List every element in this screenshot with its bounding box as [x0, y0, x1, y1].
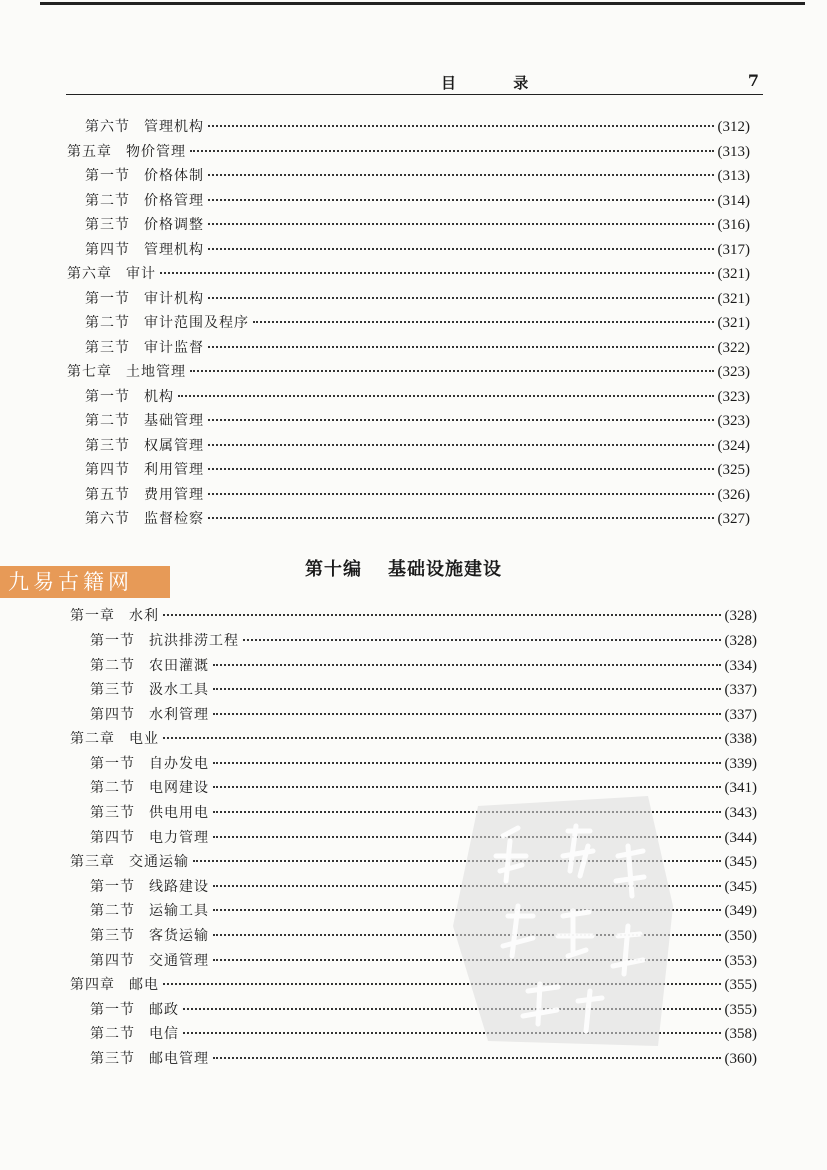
toc-entry-page: (321): [717, 291, 750, 307]
dot-leader: [208, 248, 714, 250]
toc-entry-title: 价格管理: [144, 193, 204, 209]
toc-entry-title: 价格体制: [144, 168, 204, 184]
dot-leader: [190, 370, 714, 372]
toc-entry-label: 第四章: [70, 977, 115, 993]
toc-entry-label: 第三节: [85, 340, 130, 356]
toc-entry-page: (360): [724, 1051, 757, 1067]
header-title: 目 录: [441, 74, 555, 92]
toc-entry-label: 第二章: [70, 731, 115, 747]
toc-entry-page: (350): [724, 928, 757, 944]
toc-entry-label: 第二节: [90, 1026, 135, 1042]
seal-stamp-image: [448, 786, 680, 1056]
toc-entry-title: 水利: [129, 608, 159, 624]
toc-entry-title: 交通运输: [129, 854, 189, 870]
toc-section-entry: [85, 214, 750, 236]
dot-leader: [178, 395, 714, 397]
top-border-rule: [40, 2, 805, 5]
toc-entry-label: 第四节: [90, 830, 135, 846]
toc-entry-label: 第三节: [90, 805, 135, 821]
toc-entry-label: 第六节: [85, 119, 130, 135]
toc-entry-page: (323): [717, 413, 750, 429]
toc-section-entry: [90, 704, 757, 726]
toc-entry-page: (337): [724, 682, 757, 698]
dot-leader: [208, 493, 714, 495]
dot-leader: [208, 174, 714, 176]
toc-entry-label: 第二节: [90, 780, 135, 796]
toc-entry-title: 运输工具: [149, 903, 209, 919]
toc-entry-label: 第一节: [90, 756, 135, 772]
dot-leader: [213, 1057, 721, 1059]
toc-entry-title: 管理机构: [144, 242, 204, 258]
part-title: 基础设施建设: [388, 559, 502, 580]
toc-section-entry: [90, 630, 757, 652]
toc-entry-label: 第四节: [85, 462, 130, 478]
toc-entry-label: 第四节: [90, 707, 135, 723]
toc-entry-label: 第三节: [90, 682, 135, 698]
toc-entry-title: 审计范围及程序: [144, 315, 249, 331]
dot-leader: [208, 125, 714, 127]
toc-entry-page: (324): [717, 438, 750, 454]
toc-entry-page: (312): [717, 119, 750, 135]
toc-entry-title: 农田灌溉: [149, 658, 209, 674]
toc-entry-page: (313): [717, 168, 750, 184]
toc-entry-label: 第二节: [90, 658, 135, 674]
toc-entry-title: 邮电: [129, 977, 159, 993]
toc-entry-title: 利用管理: [144, 462, 204, 478]
toc-section-entry: [90, 655, 757, 677]
toc-entry-title: 邮电管理: [149, 1051, 209, 1067]
toc-chapter-entry: [70, 728, 757, 750]
toc-entry-label: 第一节: [85, 168, 130, 184]
toc-entry-title: 自办发电: [149, 756, 209, 772]
toc-entry-title: 汲水工具: [149, 682, 209, 698]
toc-entry-title: 机构: [144, 389, 174, 405]
toc-entry-title: 基础管理: [144, 413, 204, 429]
toc-entry-title: 线路建设: [149, 879, 209, 895]
toc-entry-label: 第一节: [90, 1002, 135, 1018]
toc-entry-title: 费用管理: [144, 487, 204, 503]
toc-entry-title: 供电用电: [149, 805, 209, 821]
toc-entry-page: (337): [724, 707, 757, 723]
dot-leader: [243, 639, 721, 641]
toc-section-entry: [85, 116, 750, 138]
toc-entry-title: 邮政: [149, 1002, 179, 1018]
dot-leader: [208, 419, 714, 421]
toc-entry-label: 第二节: [85, 315, 130, 331]
toc-entry-page: (334): [724, 658, 757, 674]
toc-entry-title: 电信: [149, 1026, 179, 1042]
toc-entry-title: 抗洪排涝工程: [149, 633, 239, 649]
toc-section-entry: [85, 312, 750, 334]
toc-entry-label: 第一节: [90, 879, 135, 895]
toc-entry-label: 第一节: [85, 291, 130, 307]
page-number: 7: [747, 71, 759, 90]
toc-section-entry: [85, 410, 750, 432]
toc-section-entry: [90, 753, 757, 775]
toc-entry-title: 土地管理: [126, 364, 186, 380]
toc-section-entry: [85, 165, 750, 187]
toc-chapter-entry: [67, 263, 750, 285]
toc-entry-title: 权属管理: [144, 438, 204, 454]
dot-leader: [163, 614, 721, 616]
dot-leader: [253, 321, 714, 323]
toc-entry-page: (321): [717, 266, 750, 282]
toc-entry-title: 物价管理: [126, 144, 186, 160]
toc-entry-title: 监督检察: [144, 511, 204, 527]
toc-entry-title: 电业: [129, 731, 159, 747]
dot-leader: [190, 150, 714, 152]
toc-entry-page: (343): [724, 805, 757, 821]
toc-entry-page: (322): [717, 340, 750, 356]
dot-leader: [213, 688, 721, 690]
toc-entry-label: 第五章: [67, 144, 112, 160]
toc-section-entry: [85, 337, 750, 359]
dot-leader: [208, 223, 714, 225]
toc-entry-page: (358): [724, 1026, 757, 1042]
dot-leader: [208, 517, 714, 519]
toc-entry-label: 第一节: [85, 389, 130, 405]
toc-entry-page: (353): [724, 953, 757, 969]
toc-section-entry: [85, 484, 750, 506]
toc-entry-page: (317): [717, 242, 750, 258]
toc-entry-label: 第六章: [67, 266, 112, 282]
toc-entry-page: (328): [724, 633, 757, 649]
toc-entry-title: 审计: [126, 266, 156, 282]
toc-entry-title: 审计监督: [144, 340, 204, 356]
toc-chapter-entry: [67, 361, 750, 383]
toc-entry-label: 第一章: [70, 608, 115, 624]
toc-entry-page: (345): [724, 879, 757, 895]
toc-entry-label: 第五节: [85, 487, 130, 503]
toc-entry-page: (321): [717, 315, 750, 331]
toc-entry-label: 第三节: [90, 928, 135, 944]
toc-entry-label: 第四节: [90, 953, 135, 969]
toc-entry-label: 第一节: [90, 633, 135, 649]
dot-leader: [208, 297, 714, 299]
toc-entry-title: 客货运输: [149, 928, 209, 944]
toc-entry-title: 电力管理: [149, 830, 209, 846]
toc-entry-page: (349): [724, 903, 757, 919]
dot-leader: [208, 468, 714, 470]
toc-entry-label: 第二节: [85, 413, 130, 429]
toc-entry-page: (326): [717, 487, 750, 503]
toc-entry-label: 第二节: [85, 193, 130, 209]
part-heading: [305, 555, 502, 581]
toc-section-entry: [85, 239, 750, 261]
part-prefix: 第十编: [305, 559, 362, 580]
toc-entry-label: 第二节: [90, 903, 135, 919]
toc-entry-page: (325): [717, 462, 750, 478]
toc-section-entry: [85, 508, 750, 530]
dot-leader: [208, 199, 714, 201]
toc-entry-page: (345): [724, 854, 757, 870]
toc-entry-page: (316): [717, 217, 750, 233]
dot-leader: [213, 713, 721, 715]
toc-entry-title: 价格调整: [144, 217, 204, 233]
dot-leader: [160, 272, 714, 274]
toc-section-entry: [85, 190, 750, 212]
dot-leader: [208, 346, 714, 348]
dot-leader: [208, 444, 714, 446]
toc-chapter-entry: [70, 605, 757, 627]
toc-entry-label: 第三章: [70, 854, 115, 870]
toc-section-entry: [85, 435, 750, 457]
toc-entry-label: 第三节: [85, 217, 130, 233]
page-header: [66, 62, 763, 95]
toc-chapter-entry: [67, 141, 750, 163]
toc-section-entry: [85, 288, 750, 310]
toc-entry-title: 管理机构: [144, 119, 204, 135]
dot-leader: [163, 737, 721, 739]
watermark-banner: 九易古籍网: [0, 566, 170, 598]
toc-entry-title: 交通管理: [149, 953, 209, 969]
toc-section-entry: [85, 386, 750, 408]
toc-entry-page: (344): [724, 830, 757, 846]
toc-entry-label: 第七章: [67, 364, 112, 380]
toc-entry-page: (328): [724, 608, 757, 624]
toc-entry-label: 第六节: [85, 511, 130, 527]
toc-entry-page: (313): [717, 144, 750, 160]
toc-entry-title: 水利管理: [149, 707, 209, 723]
toc-entry-page: (338): [724, 731, 757, 747]
toc-entry-page: (341): [724, 780, 757, 796]
toc-entry-page: (323): [717, 364, 750, 380]
dot-leader: [213, 762, 721, 764]
toc-section-entry: [85, 459, 750, 481]
toc-entry-label: 第四节: [85, 242, 130, 258]
toc-entry-page: (327): [717, 511, 750, 527]
toc-entry-label: 第三节: [90, 1051, 135, 1067]
dot-leader: [213, 664, 721, 666]
toc-entry-page: (323): [717, 389, 750, 405]
toc-section-entry: [90, 679, 757, 701]
toc-entry-page: (355): [724, 1002, 757, 1018]
toc-entry-page: (314): [717, 193, 750, 209]
toc-entry-page: (355): [724, 977, 757, 993]
toc-entry-label: 第三节: [85, 438, 130, 454]
toc-entry-title: 审计机构: [144, 291, 204, 307]
toc-entry-page: (339): [724, 756, 757, 772]
toc-entry-title: 电网建设: [149, 780, 209, 796]
